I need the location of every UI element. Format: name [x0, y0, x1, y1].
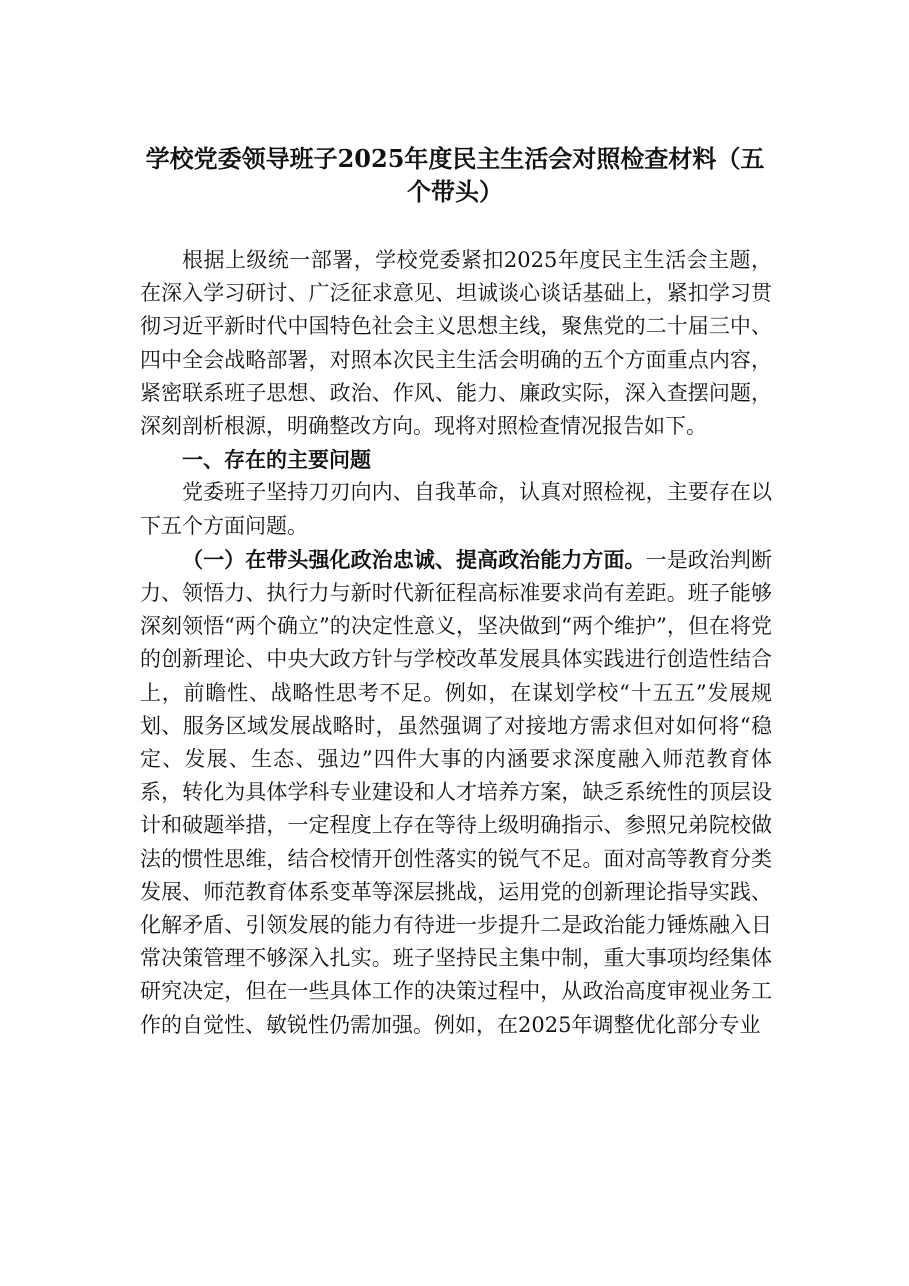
item-paragraph: [140, 543, 772, 1042]
section-lead-paragraph: 党委班子坚持刀刃向内、自我革命，认真对照检视，主要存在以下五个方面问题。: [140, 480, 772, 538]
item-body: 一是政治判断力、领悟力、执行力与新时代新征程高标准要求尚有差距。班子能够深刻领悟“两个确立”的决定性意义，坚决做到“两个维护”，但在将党的创新理论、中央大政方针与学校改革发展具体实践进行创造性结合上，前瞻性、战略性思考不足。例如，在谋划学校“十五五”发展规划、服务区域发展战略时，虽然强调了对接地方需求但对如何将“稳定、发展、生态、强边”四件大事的内涵要求深度融入师范教育体系，转化为具体学科专业建设和人才培养方案，缺乏系统性的顶层设计和破题举措，一定程度上存在等待上级明确指示、参照兄弟院校做法的惯性思维，结合校情开创性落实的锐气不足。面对高等教育分类发展、师范教育体系变革等深层挑战，运用党的创新理论指导实践、化解矛盾、引领发展的能力有待进一步提升二是政治能力锤炼融入日常决策管理不够深入扎实。班子坚持民主集中制，重大事项均经集体研究决定，但在一些具体工作的决策过程中，从政治高度审视业务工作的自觉性、敏锐性仍需加强。例如，在2025年调整优化部分专业: [140, 547, 773, 1037]
section-heading: 一、存在的主要问题: [182, 447, 371, 473]
document-body: [140, 244, 772, 1042]
intro-paragraph: 根据上级统一部署，学校党委紧扣2025年度民主生活会主题，在深入学习研讨、广泛征求意见、坦诚谈心谈话基础上，紧扣学习贯彻习近平新时代中国特色社会主义思想主线，聚焦党的二十届三中、四中全会战略部署，对照本次民主生活会明确的五个方面重点内容，紧密联系班子思想、政治、作风、能力、廉政实际，深入查摆问题，深刻剖析根源，明确整改方向。现将对照检查情况报告如下。: [140, 248, 772, 439]
item-heading: （一）在带头强化政治忠诚、提高政治能力方面。: [182, 546, 646, 572]
document-title: 学校党委领导班子2025年度民主生活会对照检查材料（五个带头）: [145, 144, 765, 206]
